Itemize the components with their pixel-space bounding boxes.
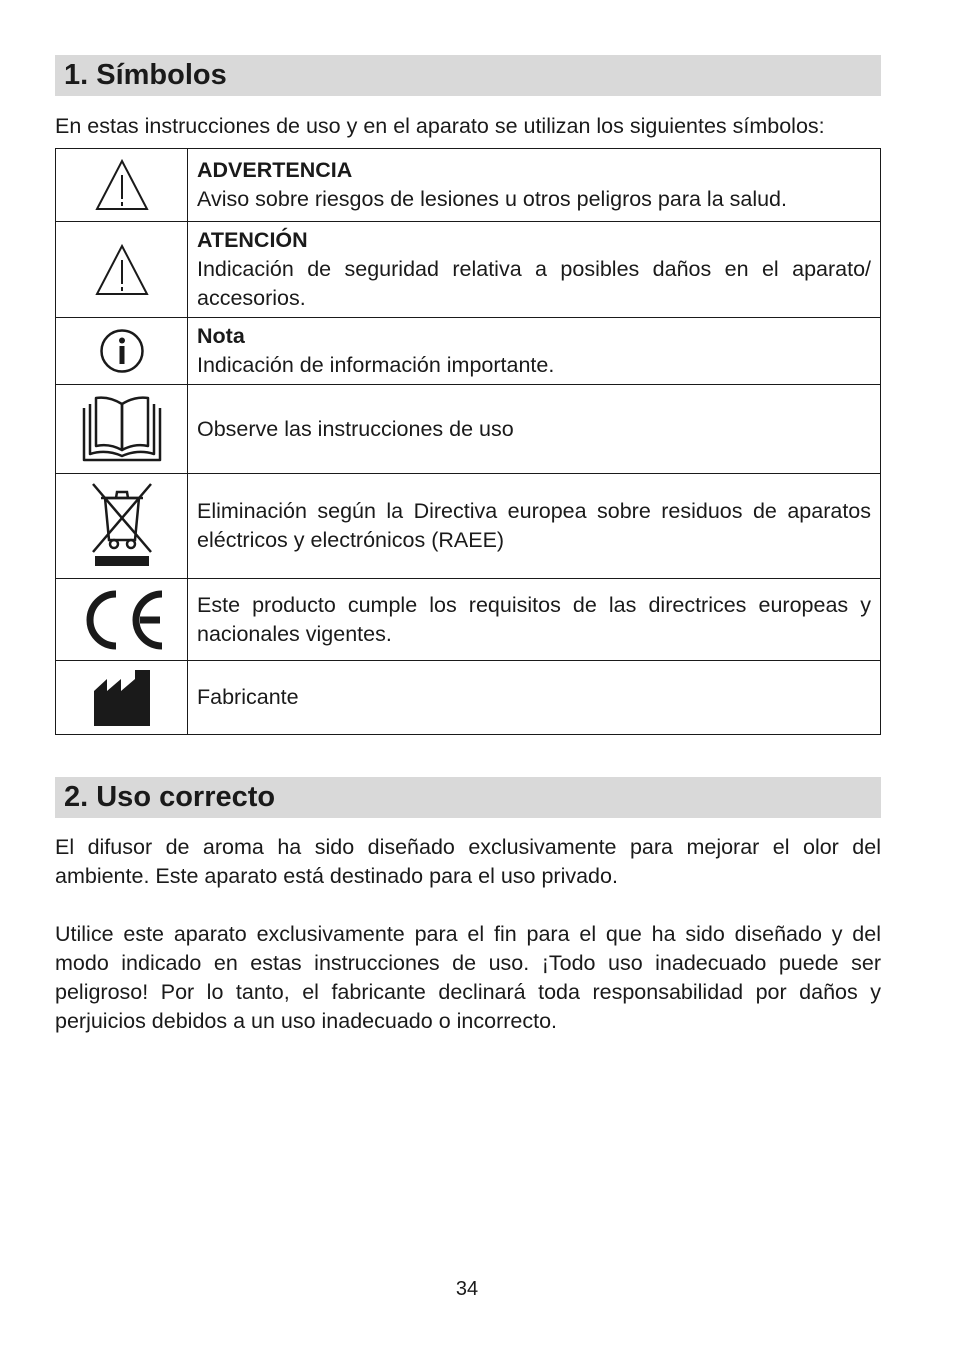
row-description: Aviso sobre riesgos de lesiones u otros peligros para la salud.	[197, 187, 787, 211]
row-description: Indicación de información importante.	[197, 353, 555, 377]
row-description: Fabricante	[197, 685, 299, 709]
section-heading-simbolos: 1. Símbolos	[55, 55, 881, 96]
table-row	[56, 474, 881, 579]
warning-triangle-icon	[94, 157, 150, 213]
table-row	[56, 149, 881, 222]
row-description: Este producto cumple los requisitos de las directrices europeas y nacionales vigentes.	[197, 592, 871, 646]
symbols-table	[55, 148, 881, 735]
text-cell	[188, 661, 881, 735]
icon-cell	[56, 661, 188, 735]
text-cell	[188, 474, 881, 579]
uso-correcto-paragraph-1: El difusor de aroma ha sido diseñado exclusivamente para mejorar el olor del ambiente. Este aparato está destinado para el uso privado.	[55, 835, 881, 888]
weee-crossed-bin-icon	[87, 480, 157, 572]
table-row	[56, 579, 881, 661]
row-heading: ADVERTENCIA	[197, 158, 353, 182]
manufacturer-icon	[93, 669, 151, 727]
text-cell	[188, 579, 881, 661]
section-heading-uso-correcto: 2. Uso correcto	[55, 777, 881, 818]
row-description: Observe las instrucciones de uso	[197, 416, 514, 441]
text-cell	[188, 222, 881, 318]
row-heading: ATENCIÓN	[197, 228, 308, 252]
icon-cell	[56, 149, 188, 222]
symbols-intro-text: En estas instrucciones de uso y en el aparato se utilizan los siguientes símbolos:	[55, 114, 825, 138]
row-heading: Nota	[197, 324, 245, 348]
text-cell	[188, 318, 881, 385]
icon-cell	[56, 222, 188, 318]
warning-triangle-icon	[94, 242, 150, 298]
table-row	[56, 222, 881, 318]
text-cell	[188, 149, 881, 222]
icon-cell	[56, 474, 188, 579]
table-row	[56, 318, 881, 385]
table-row	[56, 661, 881, 735]
uso-correcto-paragraph-2: Utilice este aparato exclusivamente para el fin para el que ha sido diseñado y del modo indicado en estas instrucciones de uso. ¡Todo uso inadecuado puede ser peligroso! Por lo tanto, el fabricante declinará toda responsabilidad por daños y perjuicios debidos a un uso inadecuado o incorrecto.	[55, 922, 881, 1033]
icon-cell	[56, 385, 188, 474]
icon-cell	[56, 579, 188, 661]
ce-mark-icon	[78, 588, 166, 652]
text-cell	[188, 385, 881, 474]
row-description: Eliminación según la Directiva europea sobre residuos de aparatos eléctricos y electrónicos (RAEE)	[197, 499, 871, 552]
info-circle-icon	[99, 328, 145, 374]
page-number: 34	[455, 1278, 479, 1300]
row-description: Indicación de seguridad relativa a posibles daños en el aparato/ accesorios.	[197, 257, 871, 310]
icon-cell	[56, 318, 188, 385]
table-row	[56, 385, 881, 474]
instruction-book-icon	[80, 394, 164, 464]
